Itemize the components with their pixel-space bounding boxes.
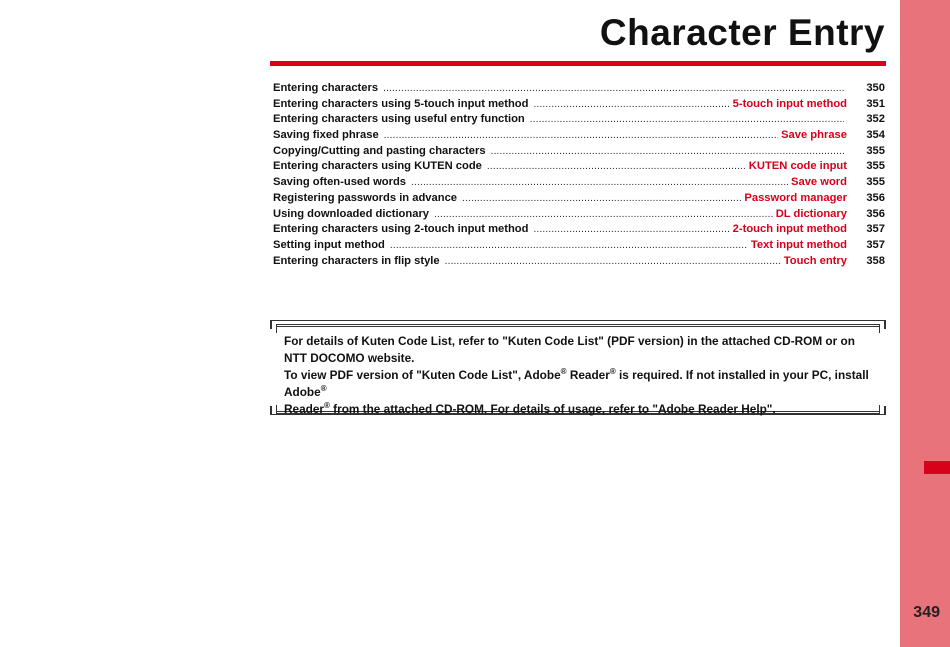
leader-dots bbox=[390, 240, 748, 251]
toc-entry[interactable] bbox=[273, 176, 885, 192]
chapter-index-marker bbox=[924, 461, 950, 474]
note-frame-top bbox=[270, 320, 886, 329]
toc-entry-label: Entering characters using 2-touch input method bbox=[273, 223, 529, 236]
toc-entry-label: Entering characters in flip style bbox=[273, 254, 440, 267]
leader-dots bbox=[411, 177, 788, 188]
toc-entry-keyword: 2-touch input method bbox=[732, 223, 847, 236]
toc-entry[interactable] bbox=[273, 160, 885, 176]
registered-mark: ® bbox=[609, 367, 616, 376]
registered-mark: ® bbox=[560, 367, 567, 376]
toc-entry-label: Entering characters using useful entry function bbox=[273, 113, 525, 126]
registered-mark: ® bbox=[320, 384, 327, 393]
toc-entry-keyword: Touch entry bbox=[783, 254, 847, 267]
page-number: 349 bbox=[913, 604, 940, 621]
info-note-box bbox=[270, 320, 886, 415]
leader-dots bbox=[533, 224, 729, 235]
toc-entry-page: 357 bbox=[866, 223, 885, 236]
toc-entry-label: Saving often-used words bbox=[273, 176, 407, 189]
toc-entry[interactable] bbox=[273, 145, 885, 161]
toc-entry-keyword: Password manager bbox=[744, 191, 847, 204]
side-tab-bar bbox=[900, 0, 950, 647]
toc-entry[interactable] bbox=[273, 129, 885, 145]
toc-entry[interactable] bbox=[273, 255, 885, 271]
toc-entry[interactable] bbox=[273, 223, 885, 239]
toc-entry[interactable] bbox=[273, 239, 885, 255]
toc-entry-page: 356 bbox=[866, 191, 885, 204]
toc-entry-label: Registering passwords in advance bbox=[273, 191, 458, 204]
toc-entry[interactable] bbox=[273, 82, 885, 98]
toc-entry-label: Saving fixed phrase bbox=[273, 129, 379, 142]
toc-entry-label: Using downloaded dictionary bbox=[273, 207, 430, 220]
toc-entry-label: Copying/Cutting and pasting characters bbox=[273, 144, 486, 157]
leader-dots bbox=[384, 130, 778, 141]
table-of-contents bbox=[273, 82, 885, 270]
page-title: Character Entry bbox=[599, 12, 885, 53]
toc-entry[interactable] bbox=[273, 98, 885, 114]
toc-entry-keyword: Save word bbox=[791, 176, 847, 189]
toc-entry-keyword: Save phrase bbox=[781, 129, 847, 142]
toc-entry-page: 352 bbox=[866, 113, 885, 126]
note-text bbox=[284, 333, 874, 418]
toc-entry-page: 358 bbox=[866, 254, 885, 267]
toc-entry-label: Entering characters using KUTEN code bbox=[273, 160, 482, 173]
toc-entry[interactable] bbox=[273, 208, 885, 224]
toc-entry-page: 354 bbox=[866, 129, 885, 142]
toc-entry-label: Entering characters using 5-touch input method bbox=[273, 97, 529, 110]
toc-entry-label: Setting input method bbox=[273, 238, 385, 251]
title-underline bbox=[270, 61, 886, 66]
leader-dots bbox=[491, 146, 844, 157]
leader-dots bbox=[530, 114, 844, 125]
toc-entry-page: 355 bbox=[866, 160, 885, 173]
registered-mark: ® bbox=[324, 401, 330, 410]
leader-dots bbox=[445, 256, 781, 267]
note-paragraph-adobe: To view PDF version of "Kuten Code List", Adobe® Reader® is required. If not installed in your PC, install Adobe® Reader® from the attached CD-ROM. For details of usage, refer to "Adobe Reader Help". bbox=[284, 367, 869, 416]
toc-entry-keyword: DL dictionary bbox=[775, 207, 847, 220]
leader-dots bbox=[462, 193, 741, 204]
toc-entry-page: 351 bbox=[866, 97, 885, 110]
toc-entry-page: 356 bbox=[866, 207, 885, 220]
leader-dots bbox=[487, 161, 746, 172]
toc-entry-keyword: KUTEN code input bbox=[748, 160, 847, 173]
toc-entry-page: 355 bbox=[866, 176, 885, 189]
toc-entry-keyword: 5-touch input method bbox=[732, 97, 847, 110]
toc-entry-page: 357 bbox=[866, 238, 885, 251]
toc-entry-page: 355 bbox=[866, 144, 885, 157]
toc-entry[interactable] bbox=[273, 192, 885, 208]
leader-dots bbox=[533, 99, 729, 110]
leader-dots bbox=[434, 209, 773, 220]
toc-entry-keyword: Text input method bbox=[750, 238, 847, 251]
leader-dots bbox=[383, 83, 844, 94]
note-paragraph-kuten: For details of Kuten Code List, refer to "Kuten Code List" (PDF version) in the attached CD-ROM or on NTT DOCOMO website. bbox=[284, 334, 855, 365]
toc-entry-label: Entering characters bbox=[273, 82, 379, 94]
toc-entry[interactable] bbox=[273, 113, 885, 129]
toc-entry-page: 350 bbox=[866, 82, 885, 94]
